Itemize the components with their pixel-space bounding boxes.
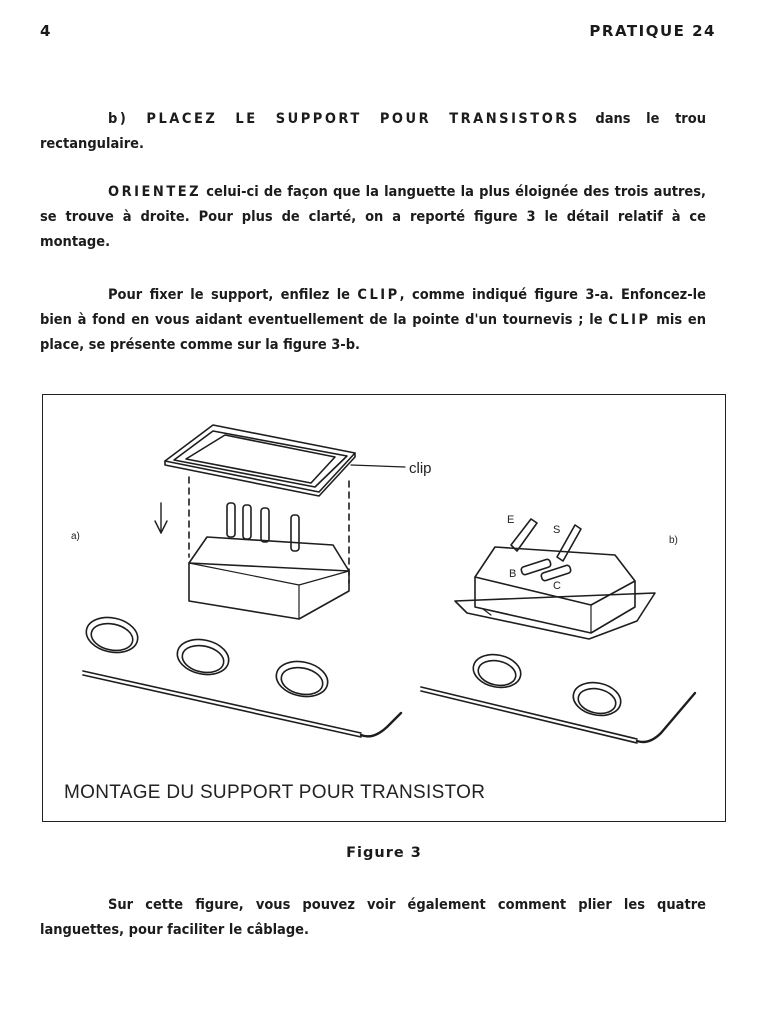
base-label: B xyxy=(509,568,517,580)
paragraph-text: mis en place, se présente comme sur la figure 3-b. xyxy=(40,312,707,353)
paragraph-text: Sur cette figure, vous pouvez voir également comment plier les quatre languettes, pour faciliter le câblage. xyxy=(40,897,706,938)
emitter-label: E xyxy=(507,514,515,526)
paragraph-sur-cette-figure xyxy=(40,893,706,943)
figure-label: Figure 3 xyxy=(346,845,422,861)
bent-tab xyxy=(540,565,571,582)
paragraph-text: celui-ci de façon que la languette la plus éloignée des trois autres, se trouve à droite. Pour plus de clarté, on a reporté figure 3 le détail relatif à ce montage. xyxy=(40,184,706,250)
page-title: PRATIQUE 24 xyxy=(589,22,716,40)
clip-keyword: CLIP xyxy=(357,287,400,303)
paragraph-lead: b) PLACEZ LE SUPPORT POUR TRANSISTORS xyxy=(108,111,580,127)
paragraph-fixer-support xyxy=(40,283,706,358)
transistor-support-block xyxy=(189,537,349,619)
mounted-support xyxy=(455,547,655,639)
page-number: 4 xyxy=(40,22,52,40)
s-label: S xyxy=(553,524,561,536)
paragraph-text: dans le trou rectangulaire. xyxy=(40,111,706,152)
page-header xyxy=(40,22,716,44)
paragraph-lead: ORIENTEZ xyxy=(108,184,202,200)
figure-3b-label: b) xyxy=(669,535,678,546)
transistor-support-illustration xyxy=(43,395,727,823)
collector-label: C xyxy=(553,580,561,592)
paragraph-text: Pour fixer le support, enfilez le xyxy=(108,287,358,303)
transistor-pin xyxy=(261,508,269,542)
transistor-pin xyxy=(291,515,299,551)
bent-tab xyxy=(520,559,551,576)
figure-3a-label: a) xyxy=(71,531,80,542)
clip-frame xyxy=(165,425,355,496)
figure-caption: MONTAGE DU SUPPORT POUR TRANSISTOR xyxy=(64,782,486,803)
chassis-plate-left xyxy=(83,671,361,733)
clip-label: clip xyxy=(409,460,432,477)
clip-keyword: CLIP xyxy=(608,312,651,328)
paragraph-placez xyxy=(40,107,706,157)
paragraph-orientez xyxy=(40,180,706,255)
transistor-pin xyxy=(243,505,251,539)
transistor-pin xyxy=(227,503,235,537)
paragraph-text: , comme indiqué figure 3-a. Enfoncez-le bien à fond en vous aidant eventuellement de la pointe d'un tournevis ; le xyxy=(40,287,706,328)
figure-3-box xyxy=(42,394,726,822)
